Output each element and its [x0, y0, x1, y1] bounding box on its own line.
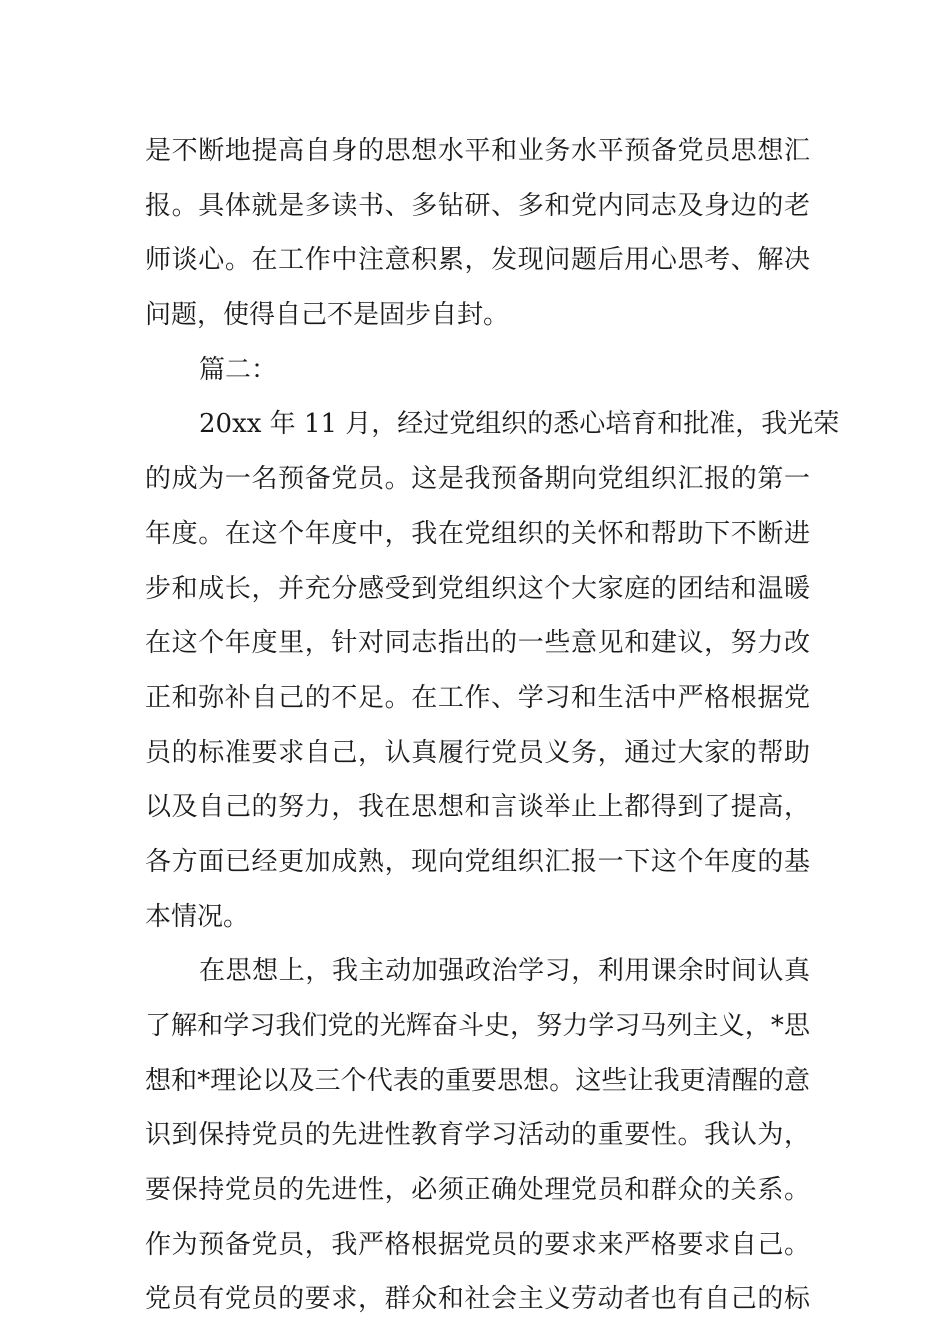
text-line: 师谈心。在工作中注意积累，发现问题后用心思考、解决 — [145, 245, 810, 276]
text-line: 党员有党员的要求，群众和社会主义劳动者也有自己的标 — [145, 1284, 810, 1315]
text-line: 是不断地提高自身的思想水平和业务水平预备党员思想汇 — [145, 136, 810, 166]
text-line: 问题，使得自己不是固步自封。 — [145, 300, 510, 331]
text-line: 正和弥补自己的不足。在工作、学习和生活中严格根据党 — [145, 682, 810, 713]
text-line: 了解和学习我们党的光辉奋斗史，努力学习马列主义，*思 — [145, 1011, 810, 1041]
text-line: 20xx 年 11 月，经过党组织的悉心培育和批准，我光荣 — [199, 409, 840, 440]
text-line: 要保持党员的先进性，必须正确处理党员和群众的关系。 — [145, 1175, 810, 1206]
text-line: 以及自己的努力，我在思想和言谈举止上都得到了提高， — [145, 792, 810, 823]
text-line: 在这个年度里，针对同志指出的一些意见和建议，努力改 — [145, 628, 810, 659]
section-heading: 篇二： — [199, 354, 278, 385]
document-body — [145, 124, 840, 1327]
text-line: 在思想上，我主动加强政治学习，利用课余时间认真 — [199, 956, 810, 987]
text-line: 想和*理论以及三个代表的重要思想。这些让我更清醒的意 — [145, 1065, 810, 1096]
text-line: 识到保持党员的先进性教育学习活动的重要性。我认为， — [145, 1120, 810, 1151]
text-line: 作为预备党员，我严格根据党员的要求来严格要求自己。 — [145, 1229, 810, 1260]
text-line: 年度。在这个年度中，我在党组织的关怀和帮助下不断进 — [145, 518, 810, 549]
text-line: 报。具体就是多读书、多钻研、多和党内同志及身边的老 — [145, 190, 810, 221]
text-line: 步和成长，并充分感受到党组织这个大家庭的团结和温暖 — [145, 573, 810, 604]
text-line: 员的标准要求自己，认真履行党员义务，通过大家的帮助 — [145, 737, 810, 768]
text-line: 本情况。 — [145, 901, 250, 932]
text-line: 的成为一名预备党员。这是我预备期向党组织汇报的第一 — [145, 464, 810, 495]
text-line: 各方面已经更加成熟，现向党组织汇报一下这个年度的基 — [145, 846, 810, 877]
